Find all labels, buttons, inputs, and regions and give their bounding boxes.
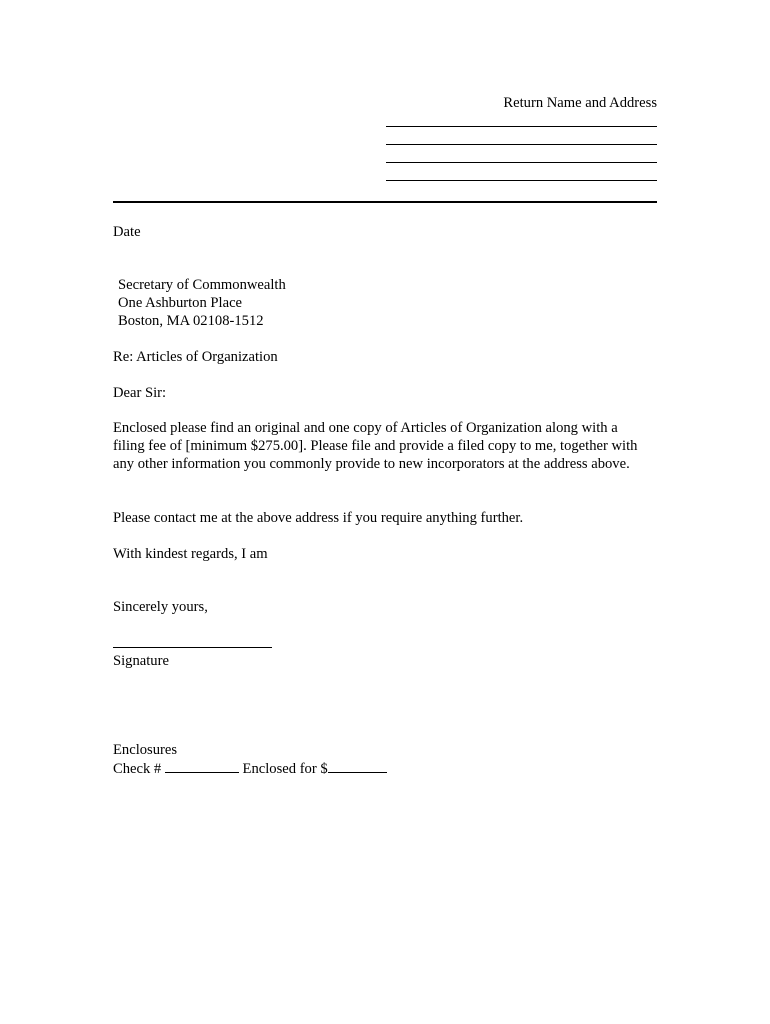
closing-regards: With kindest regards, I am <box>113 546 268 562</box>
enclosed-amount-blank[interactable] <box>328 759 387 773</box>
check-number-blank[interactable] <box>165 759 239 773</box>
signature-label: Signature <box>113 653 169 669</box>
return-name-address-label: Return Name and Address <box>503 95 657 111</box>
return-address-line-3[interactable] <box>386 162 657 163</box>
return-address-line-4[interactable] <box>386 180 657 181</box>
enclosures-label: Enclosures <box>113 742 178 758</box>
sign-off: Sincerely yours, <box>113 599 208 615</box>
check-line <box>113 759 653 778</box>
enclosed-for-label: Enclosed for $ <box>242 761 328 777</box>
salutation: Dear Sir: <box>113 385 167 401</box>
body-paragraph-1: Enclosed please find an original and one copy of Articles of Organization along with a filing fee of [minimum $275.00]. Please file and provide a filed copy to me, together with any other information you commonly provide to new incorporators at the address above. <box>113 420 638 472</box>
header-divider <box>113 201 657 203</box>
recipient-line-1: Secretary of Commonwealth <box>118 277 286 293</box>
recipient-address <box>118 276 286 330</box>
recipient-line-3: Boston, MA 02108-1512 <box>118 313 264 329</box>
body-paragraph-2: Please contact me at the above address if you require anything further. <box>113 510 524 526</box>
check-number-label: Check # <box>113 761 162 777</box>
recipient-line-2: One Ashburton Place <box>118 295 243 311</box>
re-line: Re: Articles of Organization <box>113 349 278 365</box>
date-label: Date <box>113 224 141 240</box>
signature-line[interactable] <box>113 647 272 648</box>
return-address-line-1[interactable] <box>386 126 657 127</box>
return-address-line-2[interactable] <box>386 144 657 145</box>
